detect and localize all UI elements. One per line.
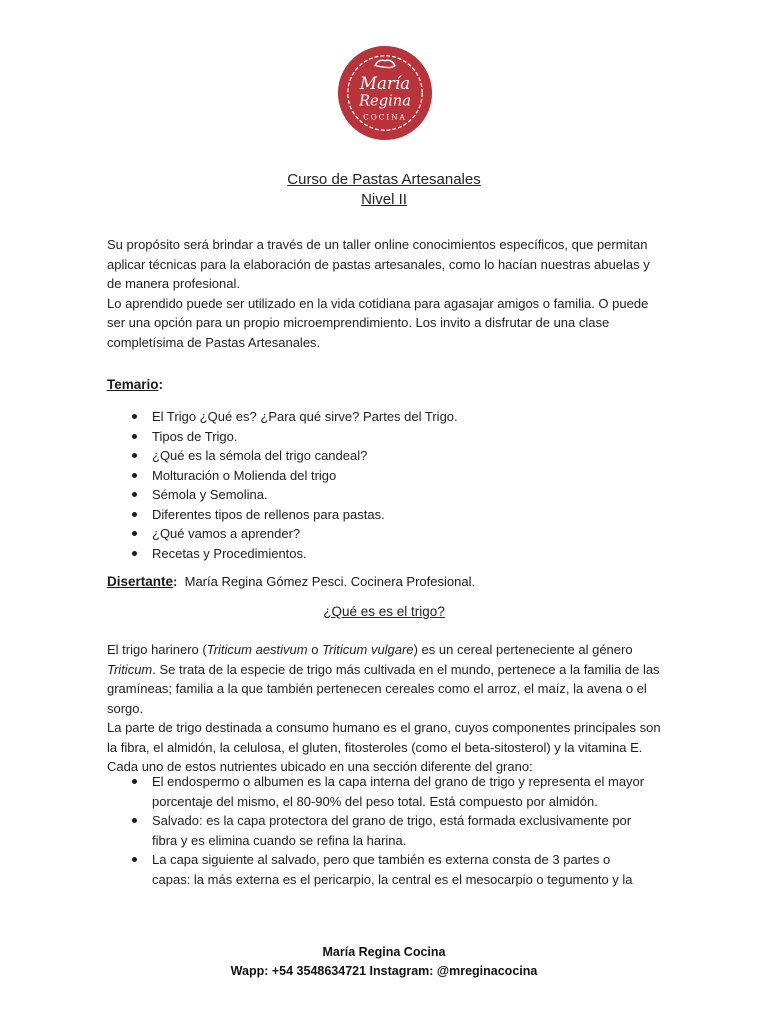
intro-paragraph-1: Su propósito será brindar a través de un taller online conocimientos específicos, que permitan aplicar técnicas para la elaboración de pastas artesanales, como lo hacían nuestras abuelas y de manera profesional. xyxy=(107,237,650,291)
scientific-name: Triticum xyxy=(107,661,153,677)
trigo-list xyxy=(107,772,652,889)
scientific-name: Triticum vulgare xyxy=(322,642,414,657)
text-run: o xyxy=(307,642,323,657)
title-line2: Nivel II xyxy=(361,191,407,208)
logo-line3: COCINA xyxy=(363,112,407,122)
list-item: Tipos de Trigo. xyxy=(107,427,652,447)
list-item: Molturación o Molienda del trigo xyxy=(107,466,652,486)
trigo-section xyxy=(107,640,662,777)
list-item: Sémola y Semolina. xyxy=(107,485,652,505)
disertante-colon: : xyxy=(173,574,178,589)
trigo-paragraph-1 xyxy=(107,640,662,718)
list-item: ¿Qué es la sémola del trigo candeal? xyxy=(107,446,652,466)
scientific-name: Triticum aestivum xyxy=(206,642,308,657)
footer-name: María Regina Cocina xyxy=(322,945,446,959)
course-title xyxy=(0,170,768,210)
brand-logo xyxy=(336,44,434,142)
list-item: La capa siguiente al salvado, pero que también es externa consta de 3 partes o capas: la más externa es el pericarpio, la central es el mesocarpio o tegumento y la xyxy=(107,850,652,889)
section-heading: ¿Qué es es el trigo? xyxy=(323,604,445,619)
list-item: Salvado: es la capa protectora del grano de trigo, está formada exclusivamente por fibra y es elimina cuando se refina la harina. xyxy=(107,811,652,850)
list-item: Diferentes tipos de rellenos para pastas. xyxy=(107,505,652,525)
temario-list xyxy=(107,407,652,563)
intro-paragraph-2: Lo aprendido puede ser utilizado en la vida cotidiana para agasajar amigos o familia. O puede ser una opción para un propio microemprendimiento. Los invito a disfrutar de una clase completísima de Pastas Artesanales. xyxy=(107,295,649,350)
disertante-value: María Regina Gómez Pesci. Cocinera Profesional. xyxy=(184,574,476,589)
temario-heading-colon: : xyxy=(158,377,164,392)
list-item: ¿Qué vamos a aprender? xyxy=(107,524,652,544)
logo-line2: Regina xyxy=(358,92,412,110)
title-line1: Curso de Pastas Artesanales xyxy=(287,171,481,188)
page-footer xyxy=(0,943,768,981)
temario-heading-label: Temario xyxy=(107,377,159,392)
text-run: ) es un cereal perteneciente al género xyxy=(413,642,633,657)
list-item: El endospermo o albumen es la capa interna del grano de trigo y representa el mayor porcentaje del mismo, el 80-90% del peso total. Está compuesto por almidón. xyxy=(107,772,652,811)
list-item: El Trigo ¿Qué es? ¿Para qué sirve? Partes del Trigo. xyxy=(107,407,652,427)
list-item: Recetas y Procedimientos. xyxy=(107,544,652,564)
disertante-label: Disertante xyxy=(107,574,174,589)
text-run: El trigo harinero ( xyxy=(107,642,207,657)
trigo-paragraph-2: La parte de trigo destinada a consumo humano es el grano, cuyos componentes principales son la fibra, el almidón, la celulosa, el gluten, fitosteroles (como el beta-sitosterol) y la vitamina E. Cada uno de estos nutrientes ubicado en una sección diferente del grano: xyxy=(107,720,661,774)
logo-line1: María xyxy=(359,74,411,94)
logo-badge xyxy=(336,44,434,142)
footer-contact: Wapp: +54 3548634721 Instagram: @mreginacocina xyxy=(230,964,538,978)
intro-section xyxy=(107,235,652,352)
disertante-line xyxy=(107,574,667,589)
text-run: . Se trata de la especie de trigo más cultivada en el mundo, pertenece a la familia de las gramíneas; familia a la que también pertenecen cereales como el arroz, el maíz, la avena o el sorgo. xyxy=(107,661,660,716)
temario-heading xyxy=(107,377,163,392)
